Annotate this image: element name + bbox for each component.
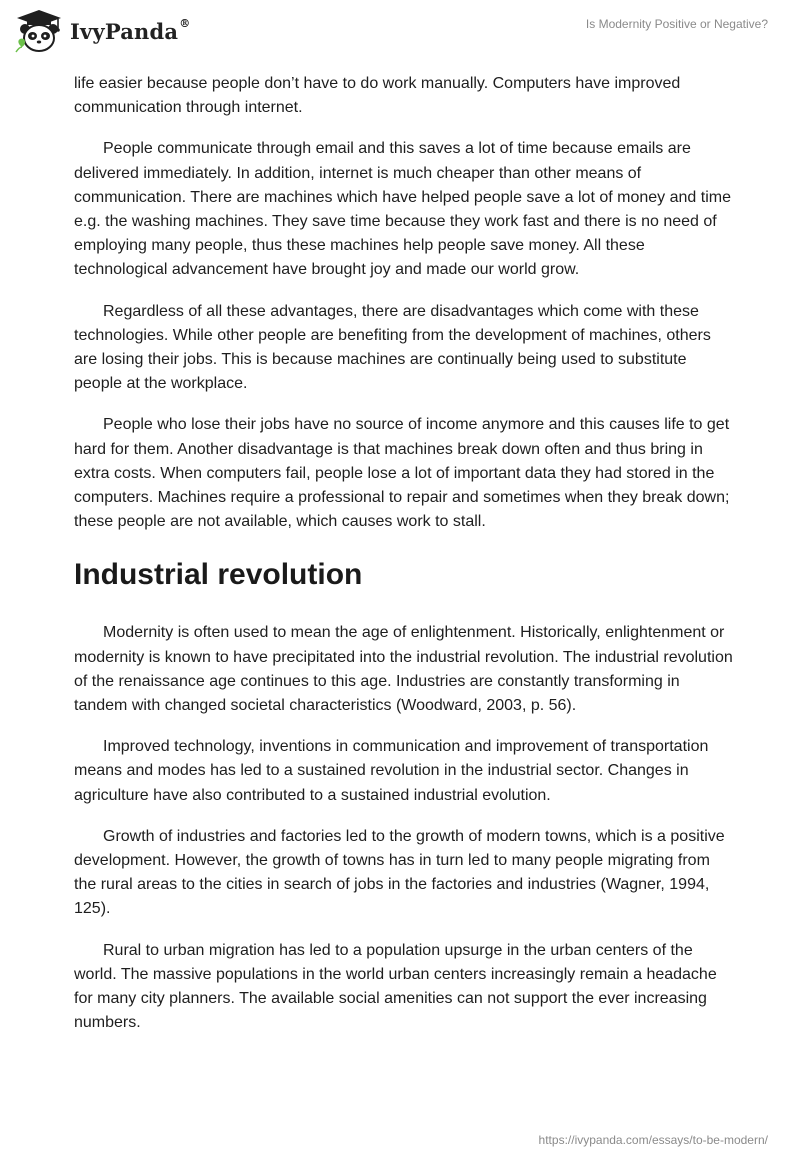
section-heading: Industrial revolution xyxy=(74,558,363,592)
logo-wordmark: IvyPanda® xyxy=(70,16,191,44)
paragraph: Growth of industries and factories led to the growth of modern towns, which is a positive development. However, the growth of towns has in turn led to many people migrating from the rural areas to the cities in search of jobs in the factories and industries (Wagner, 1994, 125). xyxy=(74,827,725,918)
panda-graduate-icon xyxy=(14,9,64,53)
paragraph: People who lose their jobs have no source of income anymore and this causes life to get hard for them. Another disadvantage is that machines break down often and thus bring in extra costs. When computers fail, people lose a lot of important data they had stored in the computers. Machines require a professional to repair and sometimes when they break down; these people are not available, which causes work to stall. xyxy=(74,416,730,531)
paragraph: Improved technology, inventions in communication and improvement of transportation means and modes has led to a sustained revolution in the industrial sector. Changes in agriculture have also contributed to a sustained industrial evolution. xyxy=(74,738,709,804)
paragraph: life easier because people don’t have to do work manually. Computers have improved communication through internet. xyxy=(74,75,681,117)
paragraph: Modernity is often used to mean the age of enlightenment. Historically, enlightenment or modernity is known to have precipitated into the industrial revolution. The industrial revolution of the renaissance age continues to this age. Industries are constantly transforming in tandem with changed societal characteristics (Woodward, 2003, p. 56). xyxy=(74,624,733,715)
page-header xyxy=(0,0,800,70)
source-url[interactable]: https://ivypanda.com/essays/to-be-modern/ xyxy=(538,1133,768,1147)
paragraph: Regardless of all these advantages, there are disadvantages which come with these technologies. While other people are benefiting from the development of machines, others are losing their jobs. This is because machines are continually being used to substitute people at the workplace. xyxy=(74,302,711,393)
paragraph: People communicate through email and this saves a lot of time because emails are delivered immediately. In addition, internet is much cheaper than other means of communication. There are machines which have helped people save a lot of money and time e.g. the washing machines. They save time because they work fast and there is no need of employing many people, thus these machines help people save money. All these technological advancement have brought joy and made our world grow. xyxy=(74,140,731,279)
essay-body xyxy=(74,72,734,1053)
ivypanda-logo[interactable] xyxy=(14,9,190,53)
paragraph: Rural to urban migration has led to a population upsurge in the urban centers of the world. The massive populations in the world urban centers increasingly remain a headache for many city planners. The available social amenities can not support the ever increasing numbers. xyxy=(74,941,717,1032)
document-title: Is Modernity Positive or Negative? xyxy=(585,17,768,31)
